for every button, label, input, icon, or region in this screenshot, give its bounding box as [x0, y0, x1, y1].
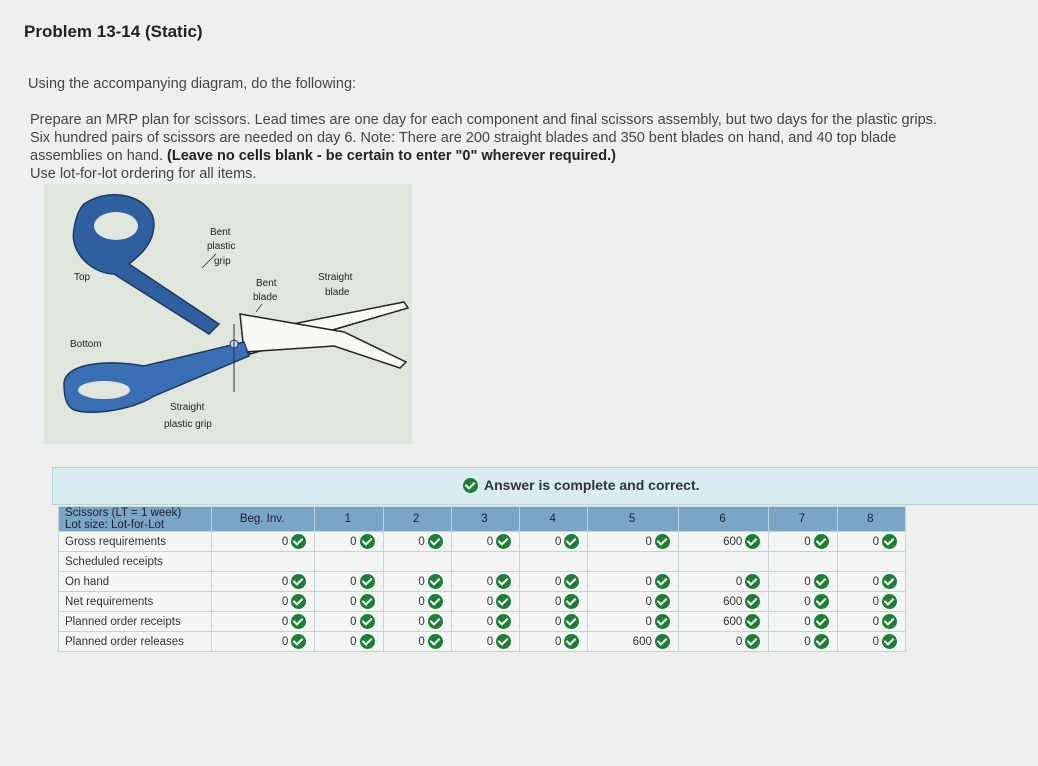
check-circle-icon — [814, 634, 829, 649]
cell-value-wrap — [350, 574, 374, 589]
value-cell[interactable] — [769, 552, 837, 572]
cell-value: 0 — [281, 615, 289, 628]
value-cell[interactable] — [588, 532, 678, 552]
value-cell[interactable] — [451, 552, 519, 572]
check-circle-icon — [428, 534, 443, 549]
cell-value-wrap — [487, 634, 511, 649]
check-circle-icon — [428, 634, 443, 649]
top-finger-hole — [94, 212, 138, 240]
cell-value-wrap — [487, 594, 511, 609]
cell-value-wrap — [487, 614, 511, 629]
check-circle-icon — [360, 574, 375, 589]
check-circle-icon — [496, 614, 511, 629]
cell-value: 0 — [555, 575, 562, 588]
value-cell[interactable] — [588, 592, 678, 612]
value-cell[interactable] — [769, 592, 837, 612]
value-cell[interactable] — [520, 532, 588, 552]
check-circle-icon — [655, 594, 670, 609]
value-cell[interactable] — [315, 572, 383, 592]
cell-value-wrap — [645, 574, 669, 589]
value-cell[interactable] — [678, 572, 768, 592]
header-title: Scissors (LT = 1 week) — [65, 507, 182, 519]
check-circle-icon — [496, 594, 511, 609]
value-cell[interactable] — [837, 592, 905, 612]
value-cell[interactable] — [315, 592, 383, 612]
cell-value-wrap — [555, 574, 579, 589]
value-cell[interactable] — [678, 552, 768, 572]
check-circle-icon — [745, 574, 760, 589]
cell-value-wrap — [555, 534, 579, 549]
check-circle-icon — [291, 614, 306, 629]
cell-value: 0 — [804, 595, 811, 608]
check-circle-icon — [655, 574, 670, 589]
cell-value-wrap — [282, 614, 306, 629]
cell-value: 0 — [350, 535, 357, 548]
header-day: 8 — [837, 507, 905, 532]
cell-value-wrap — [555, 634, 579, 649]
lot-sizing-note: Use lot-for-lot ordering for all items. — [30, 166, 257, 182]
value-cell[interactable] — [315, 632, 383, 652]
value-cell[interactable] — [451, 612, 519, 632]
value-cell[interactable] — [212, 552, 315, 572]
status-text: Answer is complete and correct. — [484, 477, 700, 493]
value-cell[interactable] — [520, 552, 588, 572]
cell-value-wrap — [350, 594, 374, 609]
value-cell[interactable] — [769, 612, 837, 632]
cell-value: 0 — [735, 635, 743, 648]
cell-value-wrap — [555, 614, 579, 629]
label-bent-blade-2: blade — [253, 292, 278, 303]
check-circle-icon — [655, 614, 670, 629]
check-circle-icon — [882, 614, 897, 629]
bottom-finger-hole — [78, 381, 130, 399]
check-circle-icon — [564, 614, 579, 629]
check-circle-icon — [882, 574, 897, 589]
header-day: 4 — [520, 507, 588, 532]
header-day: 3 — [451, 507, 519, 532]
cell-value: 600 — [723, 535, 743, 548]
cell-value-wrap — [873, 574, 897, 589]
value-cell[interactable] — [837, 572, 905, 592]
value-cell[interactable] — [383, 632, 451, 652]
cell-value-wrap — [804, 574, 828, 589]
value-cell[interactable] — [769, 532, 837, 552]
cell-value: 0 — [486, 615, 494, 628]
check-circle-icon — [291, 534, 306, 549]
check-circle-icon — [291, 594, 306, 609]
check-circle-icon — [655, 634, 670, 649]
value-cell[interactable] — [588, 612, 678, 632]
check-circle-icon — [655, 534, 670, 549]
value-cell[interactable] — [588, 572, 678, 592]
cell-value-wrap — [645, 594, 669, 609]
cell-value-wrap — [645, 614, 669, 629]
cell-value-wrap — [736, 574, 760, 589]
row-label: Scheduled receipts — [59, 552, 212, 572]
cell-value: 0 — [486, 635, 494, 648]
check-circle-icon — [291, 574, 306, 589]
value-cell[interactable] — [678, 612, 768, 632]
value-cell[interactable] — [520, 572, 588, 592]
check-circle-icon — [291, 634, 306, 649]
header-lot-size: Lot size: Lot-for-Lot — [65, 519, 165, 531]
description-warning: (Leave no cells blank - be certain to enter "0" wherever required.) — [167, 148, 616, 164]
value-cell[interactable] — [212, 612, 315, 632]
cell-value: 0 — [872, 615, 879, 628]
status-message — [463, 477, 700, 493]
label-straight-grip-1: Straight — [170, 402, 205, 413]
label-straight-blade-1: Straight — [318, 272, 353, 283]
value-cell[interactable] — [451, 632, 519, 652]
value-cell[interactable] — [837, 612, 905, 632]
cell-value: 0 — [350, 635, 357, 648]
check-circle-icon — [745, 534, 760, 549]
table-row — [59, 612, 906, 632]
label-bent-grip-3: grip — [214, 256, 231, 267]
cell-value: 0 — [735, 575, 743, 588]
value-cell[interactable] — [315, 552, 383, 572]
cell-value: 0 — [555, 595, 562, 608]
value-cell[interactable] — [451, 572, 519, 592]
header-day: 5 — [588, 507, 678, 532]
cell-value: 0 — [645, 615, 652, 628]
check-circle-icon — [496, 634, 511, 649]
check-circle-icon — [814, 534, 829, 549]
check-circle-icon — [564, 534, 579, 549]
value-cell[interactable] — [451, 532, 519, 552]
row-label: Net requirements — [59, 592, 212, 612]
value-cell[interactable] — [520, 612, 588, 632]
cell-value: 0 — [872, 575, 879, 588]
cell-value-wrap — [350, 634, 374, 649]
cell-value: 600 — [723, 595, 743, 608]
cell-value-wrap — [282, 534, 306, 549]
cell-value: 0 — [804, 635, 811, 648]
cell-value-wrap — [282, 574, 306, 589]
problem-title: Problem 13-14 (Static) — [24, 22, 203, 41]
check-circle-icon — [882, 634, 897, 649]
cell-value-wrap — [804, 614, 828, 629]
mrp-table — [58, 506, 906, 652]
header-day: 1 — [315, 507, 383, 532]
label-bottom: Bottom — [70, 339, 102, 350]
label-top: Top — [74, 272, 91, 283]
check-circle-icon — [564, 574, 579, 589]
cell-value-wrap — [487, 574, 511, 589]
check-circle-icon — [882, 534, 897, 549]
instruction-text: Using the accompanying diagram, do the following: — [28, 76, 357, 92]
table-row — [59, 632, 906, 652]
cell-value-wrap — [418, 534, 442, 549]
cell-value: 0 — [872, 635, 879, 648]
cell-value-wrap — [282, 634, 306, 649]
label-bent-grip-2: plastic — [207, 241, 236, 252]
check-circle-icon — [564, 634, 579, 649]
cell-value: 0 — [804, 535, 811, 548]
value-cell[interactable] — [769, 632, 837, 652]
cell-value: 0 — [350, 595, 357, 608]
cell-value: 0 — [872, 595, 879, 608]
cell-value-wrap — [873, 614, 897, 629]
row-label: On hand — [59, 572, 212, 592]
check-circle-icon — [496, 534, 511, 549]
cell-value-wrap — [350, 534, 374, 549]
label-bent-grip-1: Bent — [210, 227, 231, 238]
value-cell[interactable] — [383, 592, 451, 612]
check-circle-icon — [745, 594, 760, 609]
table-header-row — [59, 507, 906, 532]
cell-value: 600 — [723, 615, 743, 628]
cell-value: 0 — [486, 595, 494, 608]
value-cell[interactable] — [520, 632, 588, 652]
value-cell[interactable] — [837, 632, 905, 652]
row-label: Planned order receipts — [59, 612, 212, 632]
cell-value: 0 — [281, 535, 289, 548]
value-cell[interactable] — [837, 532, 905, 552]
table-row — [59, 532, 906, 552]
cell-value-wrap — [282, 594, 306, 609]
value-cell[interactable] — [451, 592, 519, 612]
check-circle-icon — [814, 594, 829, 609]
label-bent-blade-1: Bent — [256, 278, 277, 289]
cell-value-wrap — [723, 614, 760, 629]
label-straight-blade-2: blade — [325, 287, 350, 298]
value-cell[interactable] — [212, 632, 315, 652]
value-cell[interactable] — [383, 532, 451, 552]
value-cell[interactable] — [315, 612, 383, 632]
check-circle-icon — [428, 574, 443, 589]
cell-value: 0 — [645, 595, 652, 608]
check-circle-icon — [463, 478, 478, 493]
cell-value-wrap — [804, 634, 828, 649]
cell-value-wrap — [645, 534, 669, 549]
value-cell[interactable] — [769, 572, 837, 592]
cell-value: 0 — [281, 635, 289, 648]
cell-value-wrap — [873, 634, 897, 649]
header-day: 7 — [769, 507, 837, 532]
cell-value: 0 — [804, 575, 811, 588]
cell-value: 0 — [645, 575, 652, 588]
cell-value: 0 — [804, 615, 811, 628]
table-row — [59, 592, 906, 612]
header-beg-inv: Beg. Inv. — [212, 507, 315, 532]
cell-value-wrap — [873, 594, 897, 609]
cell-value: 0 — [872, 535, 879, 548]
cell-value-wrap — [736, 634, 760, 649]
check-circle-icon — [360, 614, 375, 629]
row-label: Gross requirements — [59, 532, 212, 552]
table-row — [59, 552, 906, 572]
cell-value: 0 — [281, 575, 289, 588]
cell-value-wrap — [723, 594, 760, 609]
cell-value-wrap — [873, 534, 897, 549]
cell-value: 600 — [632, 635, 652, 648]
value-cell[interactable] — [383, 612, 451, 632]
value-cell[interactable] — [383, 572, 451, 592]
scissors-diagram — [44, 184, 412, 444]
cell-value-wrap — [633, 634, 670, 649]
check-circle-icon — [814, 614, 829, 629]
value-cell[interactable] — [212, 592, 315, 612]
check-circle-icon — [814, 574, 829, 589]
check-circle-icon — [496, 574, 511, 589]
value-cell[interactable] — [520, 592, 588, 612]
cell-value-wrap — [350, 614, 374, 629]
value-cell[interactable] — [588, 632, 678, 652]
header-day: 6 — [678, 507, 768, 532]
label-straight-grip-2: plastic grip — [164, 419, 212, 430]
cell-value-wrap — [804, 594, 828, 609]
cell-value: 0 — [418, 575, 425, 588]
cell-value-wrap — [418, 594, 442, 609]
check-circle-icon — [360, 634, 375, 649]
row-label: Planned order releases — [59, 632, 212, 652]
cell-value: 0 — [555, 615, 562, 628]
value-cell[interactable] — [212, 532, 315, 552]
cell-value-wrap — [418, 574, 442, 589]
value-cell[interactable] — [678, 632, 768, 652]
value-cell[interactable] — [837, 552, 905, 572]
check-circle-icon — [882, 594, 897, 609]
cell-value: 0 — [281, 595, 289, 608]
value-cell[interactable] — [678, 532, 768, 552]
cell-value: 0 — [555, 635, 562, 648]
cell-value: 0 — [555, 535, 562, 548]
cell-value-wrap — [418, 614, 442, 629]
check-circle-icon — [564, 594, 579, 609]
value-cell[interactable] — [315, 532, 383, 552]
value-cell[interactable] — [678, 592, 768, 612]
cell-value: 0 — [645, 535, 652, 548]
cell-value: 0 — [418, 635, 425, 648]
cell-value: 0 — [418, 615, 425, 628]
cell-value-wrap — [723, 534, 760, 549]
cell-value: 0 — [350, 575, 357, 588]
cell-value-wrap — [487, 534, 511, 549]
cell-value: 0 — [350, 615, 357, 628]
cell-value: 0 — [486, 575, 494, 588]
check-circle-icon — [428, 614, 443, 629]
cell-value-wrap — [555, 594, 579, 609]
cell-value-wrap — [418, 634, 442, 649]
cell-value: 0 — [418, 535, 425, 548]
table-row — [59, 572, 906, 592]
cell-value: 0 — [486, 535, 494, 548]
check-circle-icon — [428, 594, 443, 609]
cell-value-wrap — [804, 534, 828, 549]
check-circle-icon — [745, 614, 760, 629]
check-circle-icon — [745, 634, 760, 649]
check-circle-icon — [360, 534, 375, 549]
header-title-cell — [59, 507, 212, 532]
description-text: Prepare an MRP plan for scissors. Lead times are one day for each component and final scissors assembly, but two days for the plastic grips. Six hundred pairs of scissors are needed on day 6. Note: There are 200 straight blades and 350 bent blades on hand, and 40 top blade assemblies on hand. — [30, 112, 937, 164]
check-circle-icon — [360, 594, 375, 609]
value-cell[interactable] — [588, 552, 678, 572]
value-cell[interactable] — [383, 552, 451, 572]
problem-description — [30, 111, 960, 165]
value-cell[interactable] — [212, 572, 315, 592]
header-day: 2 — [383, 507, 451, 532]
cell-value: 0 — [418, 595, 425, 608]
